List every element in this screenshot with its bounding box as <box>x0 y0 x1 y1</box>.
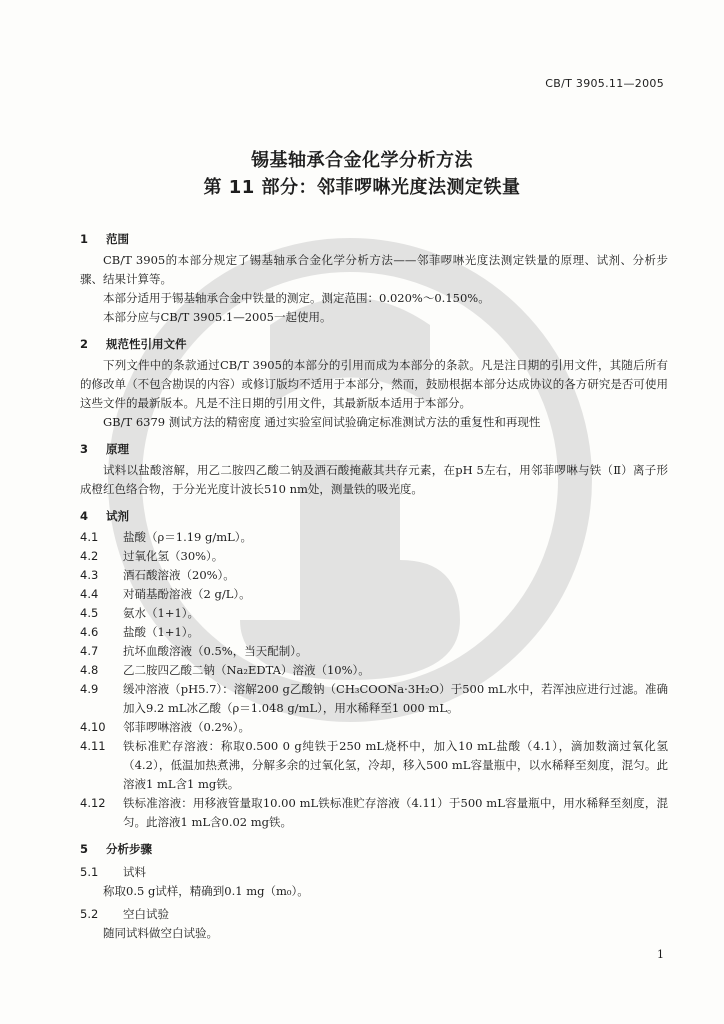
item-text: 对硝基酚溶液（2 g/L）。 <box>123 587 251 601</box>
reagent-item <box>80 794 668 832</box>
section-title: 范围 <box>106 232 129 246</box>
section-number: 4 <box>80 509 89 523</box>
reagent-item <box>80 661 668 680</box>
paragraph: 本部分应与CB/T 3905.1—2005一起使用。 <box>103 310 332 324</box>
section-title: 原理 <box>106 442 129 456</box>
subsection-title: 试料 <box>123 865 146 879</box>
document-title-line2: 第 11 部分：邻菲啰啉光度法测定铁量 <box>203 177 521 198</box>
standard-code: CB/T 3905.11—2005 <box>545 77 664 90</box>
document-title-line1: 锡基轴承合金化学分析方法 <box>251 150 473 171</box>
reagent-item <box>80 604 668 623</box>
section-number: 2 <box>80 337 89 351</box>
reagent-item <box>80 718 668 737</box>
section-heading-scope <box>80 230 668 249</box>
item-number: 4.1 <box>80 530 99 544</box>
subsection-heading <box>80 863 668 882</box>
section-number: 3 <box>80 442 89 456</box>
section-title: 试剂 <box>106 509 129 523</box>
item-number: 4.12 <box>80 796 106 810</box>
subsection-title: 空白试验 <box>123 907 169 921</box>
reference-entry: GB/T 6379 测试方法的精密度 通过实验室间试验确定标准测试方法的重复性和再现性 <box>103 415 541 429</box>
reagent-item <box>80 528 668 547</box>
item-text: 盐酸（ρ＝1.19 g/mL）。 <box>123 530 253 544</box>
item-number: 4.4 <box>80 587 99 601</box>
item-text: 缓冲溶液（pH5.7）：溶解200 g乙酸钠（CH₃COONa·3H₂O）于500 mL水中，若浑浊应进行过滤。准确加入9.2 mL冰乙酸（ρ＝1.048 g/mL），用水稀释至1 000 mL。 <box>123 682 668 715</box>
paragraph: 本部分适用于锡基轴承合金中铁量的测定。测定范围：0.020%～0.150%。 <box>103 291 490 305</box>
item-text: 铁标准贮存溶液：称取0.500 0 g纯铁于250 mL烧杯中，加入10 mL盐酸（4.1），滴加数滴过氧化氢（4.2），低温加热煮沸，分解多余的过氧化氢，冷却，移入500 mL容量瓶中，以水稀释至刻度，混匀。此溶液1 mL含1 mg铁。 <box>123 739 668 791</box>
section-title: 分析步骤 <box>106 842 152 856</box>
section-number: 5 <box>80 842 89 856</box>
item-number: 4.9 <box>80 682 99 696</box>
item-number: 4.7 <box>80 644 99 658</box>
paragraph: 试料以盐酸溶解，用乙二胺四乙酸二钠及酒石酸掩蔽其共存元素，在pH 5左右，用邻菲啰啉与铁（Ⅱ）离子形成橙红色络合物，于分光光度计波长510 nm处，测量铁的吸光度。 <box>80 463 668 496</box>
item-text: 酒石酸溶液（20%）。 <box>123 568 235 582</box>
section-heading-principle <box>80 440 668 459</box>
item-number: 4.2 <box>80 549 99 563</box>
section-heading-reagents <box>80 507 668 526</box>
reagent-item <box>80 547 668 566</box>
item-text: 氨水（1+1）。 <box>123 606 200 620</box>
reagent-item <box>80 642 668 661</box>
subsection-heading <box>80 905 668 924</box>
item-number: 4.3 <box>80 568 99 582</box>
item-text: 邻菲啰啉溶液（0.2%）。 <box>123 720 250 734</box>
document-body <box>80 230 668 943</box>
reagent-item <box>80 585 668 604</box>
section-title: 规范性引用文件 <box>106 337 187 351</box>
reagent-item <box>80 623 668 642</box>
item-text: 盐酸（1+1）。 <box>123 625 200 639</box>
subsection-number: 5.1 <box>80 865 99 879</box>
reagent-item <box>80 566 668 585</box>
subsection-text: 称取0.5 g试样，精确到0.1 mg（m₀）。 <box>103 884 309 898</box>
item-text: 乙二胺四乙酸二钠（Na₂EDTA）溶液（10%）。 <box>123 663 370 677</box>
item-number: 4.10 <box>80 720 106 734</box>
item-text: 抗坏血酸溶液（0.5%，当天配制）。 <box>123 644 308 658</box>
item-number: 4.11 <box>80 739 106 753</box>
page-number: 1 <box>657 948 664 961</box>
item-number: 4.8 <box>80 663 99 677</box>
subsection-text: 随同试料做空白试验。 <box>103 926 218 940</box>
section-heading-analysis-steps <box>80 840 668 859</box>
section-number: 1 <box>80 232 89 246</box>
reagent-item <box>80 680 668 718</box>
item-text: 铁标准溶液：用移液管量取10.00 mL铁标准贮存溶液（4.11）于500 mL容量瓶中，用水稀释至刻度，混匀。此溶液1 mL含0.02 mg铁。 <box>123 796 668 829</box>
section-heading-normative-references <box>80 335 668 354</box>
item-text: 过氧化氢（30%）。 <box>123 549 224 563</box>
paragraph: 下列文件中的条款通过CB/T 3905的本部分的引用而成为本部分的条款。凡是注日期的引用文件，其随后所有的修改单（不包含勘误的内容）或修订版均不适用于本部分，然而，鼓励根据本部分达成协议的各方研究是否可使用这些文件的最新版本。凡是不注日期的引用文件，其最新版本适用于本部分。 <box>80 358 668 410</box>
subsection-number: 5.2 <box>80 907 99 921</box>
item-number: 4.5 <box>80 606 99 620</box>
paragraph: CB/T 3905的本部分规定了锡基轴承合金化学分析方法——邻菲啰啉光度法测定铁量的原理、试剂、分析步骤、结果计算等。 <box>80 253 668 286</box>
item-number: 4.6 <box>80 625 99 639</box>
reagent-item <box>80 737 668 794</box>
